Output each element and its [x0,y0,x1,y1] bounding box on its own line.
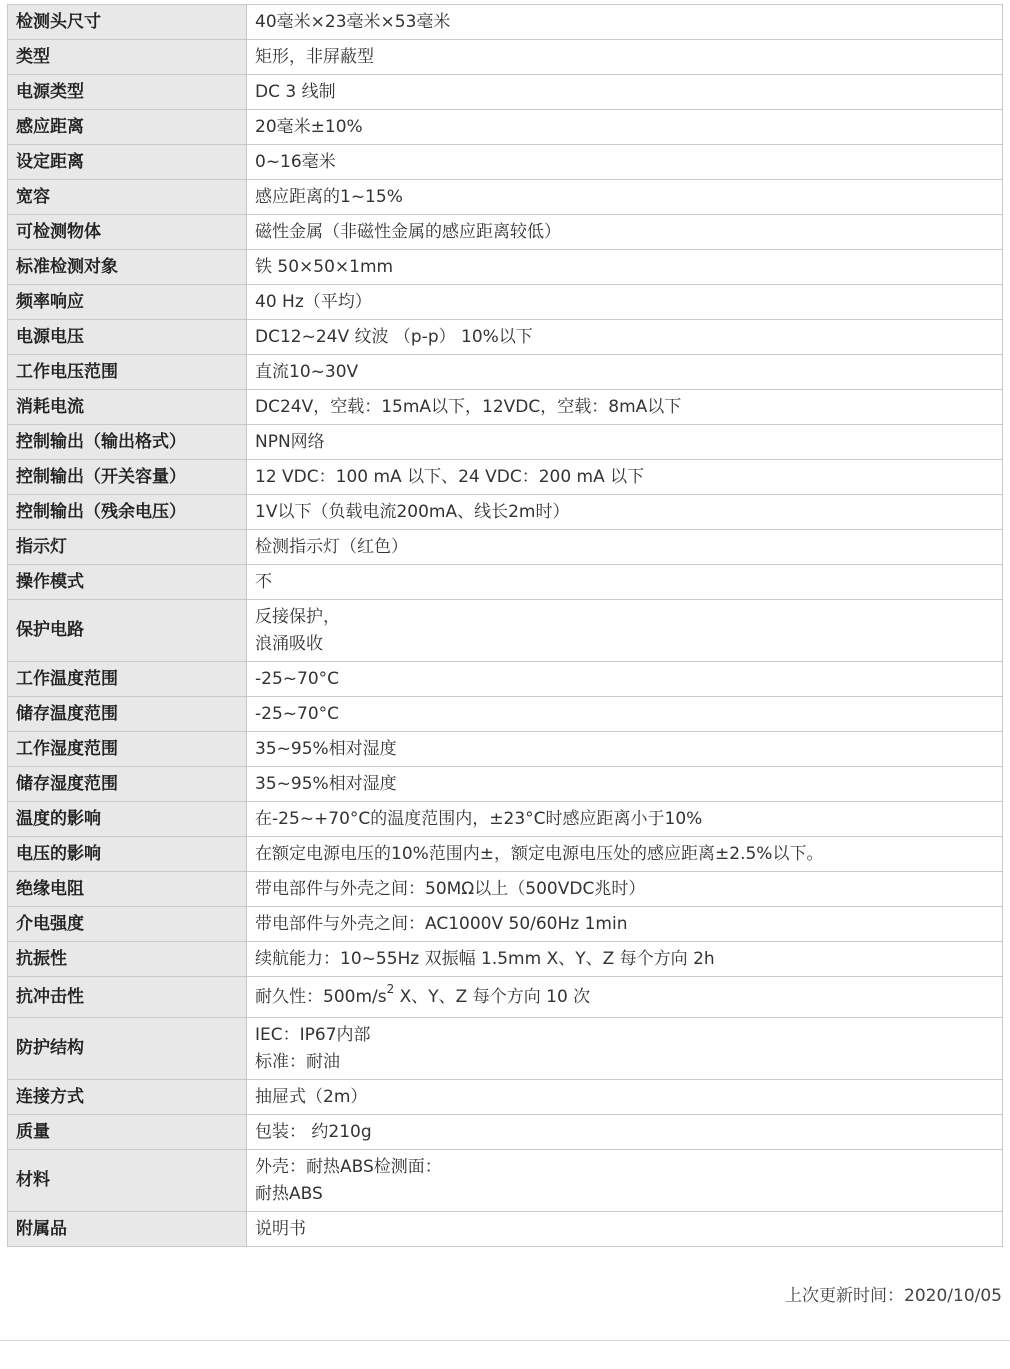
spec-row [8,942,1003,977]
spec-label: 标准检测对象 [8,250,247,285]
spec-value-line: 直流10~30V [255,361,359,382]
spec-label: 消耗电流 [8,390,247,425]
spec-row [8,1115,1003,1150]
spec-label: 工作湿度范围 [8,732,247,767]
spec-value-line: 磁性金属（非磁性金属的感应距离较低） [255,221,561,242]
spec-value-suffix: X、Y、Z 每个方向 10 次 [394,986,591,1007]
spec-label: 操作模式 [8,565,247,600]
spec-label: 电源类型 [8,75,247,110]
spec-label: 感应距离 [8,110,247,145]
spec-value-line: 35~95%相对湿度 [255,738,397,759]
spec-label: 类型 [8,40,247,75]
spec-label: 绝缘电阻 [8,872,247,907]
spec-value-line: DC24V，空载：15mA以下，12VDC，空载：8mA以下 [255,396,682,417]
spec-value [247,600,1003,662]
spec-label: 介电强度 [8,907,247,942]
spec-value [247,530,1003,565]
spec-value-text: 耐久性：500m/s [255,986,387,1007]
spec-value-line: 20毫米±10% [255,116,363,137]
spec-value [247,75,1003,110]
spec-row [8,1212,1003,1247]
spec-row [8,460,1003,495]
spec-row [8,320,1003,355]
spec-row [8,145,1003,180]
spec-row [8,565,1003,600]
last-updated-note: 上次更新时间：2020/10/05 [785,1286,1002,1306]
spec-row [8,802,1003,837]
spec-value [247,662,1003,697]
spec-table-body [8,5,1003,1247]
spec-row [8,250,1003,285]
spec-value [247,145,1003,180]
spec-row [8,837,1003,872]
spec-value [247,767,1003,802]
spec-value-line: 浪涌吸收 [255,633,323,654]
spec-value-line: 抽屉式（2m） [255,1086,368,1107]
spec-value [247,425,1003,460]
spec-value-line: 在额定电源电压的10%范围内±，额定电源电压处的感应距离±2.5%以下。 [255,843,824,864]
spec-value [247,977,1003,1018]
spec-label: 电压的影响 [8,837,247,872]
spec-label: 抗振性 [8,942,247,977]
spec-value-line: 标准：耐油 [255,1051,340,1072]
spec-row [8,600,1003,662]
spec-value-line: IEC：IP67内部 [255,1024,371,1045]
spec-label: 工作电压范围 [8,355,247,390]
spec-label: 温度的影响 [8,802,247,837]
spec-value [247,1018,1003,1080]
spec-value [247,697,1003,732]
spec-row [8,495,1003,530]
spec-value [247,495,1003,530]
spec-value-line: 矩形，非屏蔽型 [255,46,374,67]
spec-row [8,215,1003,250]
spec-label: 抗冲击性 [8,977,247,1018]
spec-row [8,907,1003,942]
spec-value-line: 检测指示灯（红色） [255,536,408,557]
spec-value [247,285,1003,320]
spec-label: 控制输出（开关容量） [8,460,247,495]
spec-value [247,802,1003,837]
spec-label: 工作温度范围 [8,662,247,697]
spec-table [7,4,1003,1247]
spec-value-line: 1V以下（负载电流200mA、线长2m时） [255,501,570,522]
spec-value-line: 40 Hz（平均） [255,291,372,312]
spec-row [8,355,1003,390]
spec-row [8,390,1003,425]
spec-value [247,907,1003,942]
spec-row [8,662,1003,697]
spec-label: 防护结构 [8,1018,247,1080]
spec-value [247,1212,1003,1247]
spec-label: 储存温度范围 [8,697,247,732]
spec-row [8,1150,1003,1212]
spec-label: 控制输出（残余电压） [8,495,247,530]
spec-value-line: 续航能力：10~55Hz 双振幅 1.5mm X、Y、Z 每个方向 2h [255,948,715,969]
spec-value-line: -25~70°C [255,703,340,724]
spec-row [8,110,1003,145]
spec-value [247,872,1003,907]
spec-label: 设定距离 [8,145,247,180]
spec-label: 检测头尺寸 [8,5,247,40]
spec-row [8,977,1003,1018]
spec-label: 质量 [8,1115,247,1150]
spec-value-line: 0~16毫米 [255,151,336,172]
spec-row [8,697,1003,732]
spec-value-line: 12 VDC：100 mA 以下、24 VDC：200 mA 以下 [255,466,645,487]
spec-value-line: 40毫米×23毫米×53毫米 [255,11,451,32]
spec-label: 材料 [8,1150,247,1212]
spec-row [8,425,1003,460]
spec-value-line: 反接保护， [255,606,340,627]
footer-divider [0,1340,1010,1341]
spec-label: 附属品 [8,1212,247,1247]
spec-label: 可检测物体 [8,215,247,250]
spec-value-line: 外壳：耐热ABS检测面： [255,1156,442,1177]
spec-value [247,110,1003,145]
spec-value [247,565,1003,600]
spec-value [247,250,1003,285]
spec-value [247,1115,1003,1150]
spec-row [8,1018,1003,1080]
spec-value [247,320,1003,355]
spec-value [247,732,1003,767]
superscript: 2 [386,981,395,996]
spec-row [8,1080,1003,1115]
spec-row [8,285,1003,320]
spec-value-line: 带电部件与外壳之间：50MΩ以上（500VDC兆时） [255,878,646,899]
spec-label: 宽容 [8,180,247,215]
spec-label: 连接方式 [8,1080,247,1115]
spec-row [8,767,1003,802]
spec-value [247,5,1003,40]
spec-value-line: NPN网络 [255,431,325,452]
spec-row [8,40,1003,75]
spec-value-line: 35~95%相对湿度 [255,773,397,794]
spec-value [247,355,1003,390]
spec-value-line: 带电部件与外壳之间：AC1000V 50/60Hz 1min [255,913,628,934]
spec-value-line: 不 [255,571,272,592]
spec-label: 电源电压 [8,320,247,355]
spec-label: 指示灯 [8,530,247,565]
spec-row [8,530,1003,565]
spec-value [247,40,1003,75]
spec-value-line: 铁 50×50×1mm [255,256,394,277]
spec-label: 储存湿度范围 [8,767,247,802]
spec-value [247,460,1003,495]
spec-label: 保护电路 [8,600,247,662]
spec-row [8,5,1003,40]
spec-value-line: 在-25~+70°C的温度范围内，±23°C时感应距离小于10% [255,808,703,829]
spec-value-line: DC 3 线制 [255,81,336,102]
spec-label: 控制输出（输出格式） [8,425,247,460]
spec-value-line [255,981,994,1011]
spec-value [247,837,1003,872]
spec-value [247,1150,1003,1212]
spec-row [8,872,1003,907]
spec-value [247,180,1003,215]
spec-row [8,180,1003,215]
spec-value-line: DC12~24V 纹波 （p-p） 10%以下 [255,326,533,347]
spec-value [247,1080,1003,1115]
spec-row [8,732,1003,767]
spec-label: 频率响应 [8,285,247,320]
spec-value-line: 说明书 [255,1218,306,1239]
spec-value-line: 感应距离的1~15% [255,186,403,207]
spec-value-line: 包装： 约210g [255,1121,372,1142]
spec-value [247,390,1003,425]
spec-value [247,215,1003,250]
spec-value-line: 耐热ABS [255,1183,323,1204]
spec-row [8,75,1003,110]
spec-value-line: -25~70°C [255,668,340,689]
spec-value [247,942,1003,977]
